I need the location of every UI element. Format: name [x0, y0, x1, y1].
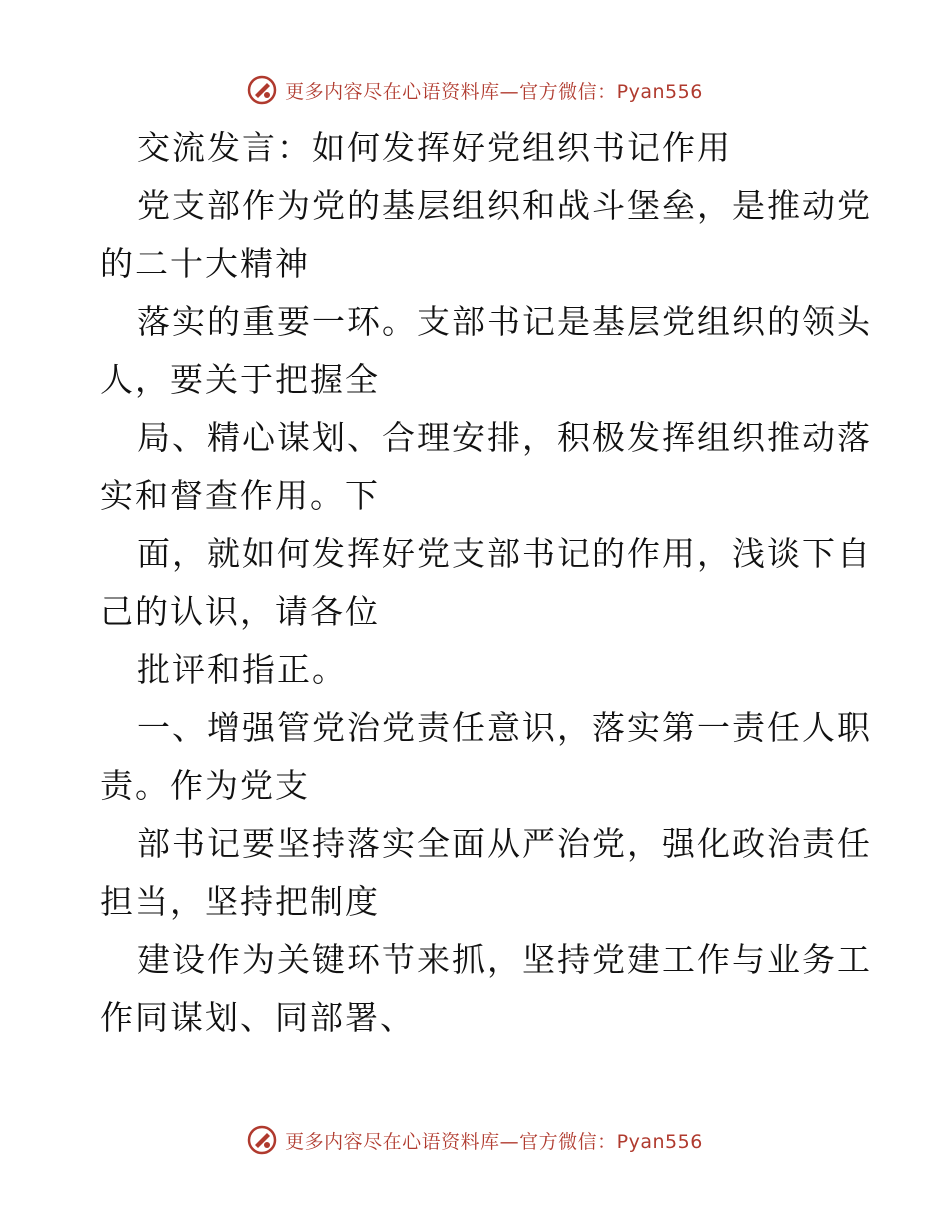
paragraph-line: 落实的重要一环。支部书记是基层党组织的领头: [137, 302, 872, 341]
paragraph-line: 党支部作为党的基层组织和战斗堡垒，是推动党: [137, 186, 872, 225]
section-heading-line: 一、增强管党治党责任意识，落实第一责任人职: [137, 708, 872, 747]
paragraph-line: 责。作为党支: [100, 766, 310, 805]
footer-banner: [0, 1122, 950, 1158]
seal-logo-icon: [247, 1125, 277, 1155]
paragraph-line: 担当，坚持把制度: [100, 882, 380, 921]
paragraph-line: 的二十大精神: [100, 244, 310, 283]
paragraph-line: 建设作为关键环节来抓，坚持党建工作与业务工: [137, 940, 872, 979]
paragraph-line: 实和督查作用。下: [100, 476, 380, 515]
document-title: 交流发言：如何发挥好党组织书记作用: [137, 128, 732, 167]
paragraph-line: 作同谋划、同部署、: [100, 998, 415, 1037]
paragraph-line: 己的认识，请各位: [100, 592, 380, 631]
seal-logo-icon: [247, 75, 277, 105]
footer-banner-text: 更多内容尽在心语资料库—官方微信：Pyan556: [285, 1130, 703, 1153]
paragraph-line: 人，要关于把握全: [100, 360, 380, 399]
paragraph-line: 批评和指正。: [137, 650, 347, 689]
paragraph-line: 面，就如何发挥好党支部书记的作用，浅谈下自: [137, 534, 872, 573]
paragraph-line: 局、精心谋划、合理安排，积极发挥组织推动落: [137, 418, 872, 457]
header-banner-text: 更多内容尽在心语资料库—官方微信：Pyan556: [285, 80, 703, 103]
header-banner: [0, 72, 950, 108]
paragraph-line: 部书记要坚持落实全面从严治党，强化政治责任: [137, 824, 872, 863]
